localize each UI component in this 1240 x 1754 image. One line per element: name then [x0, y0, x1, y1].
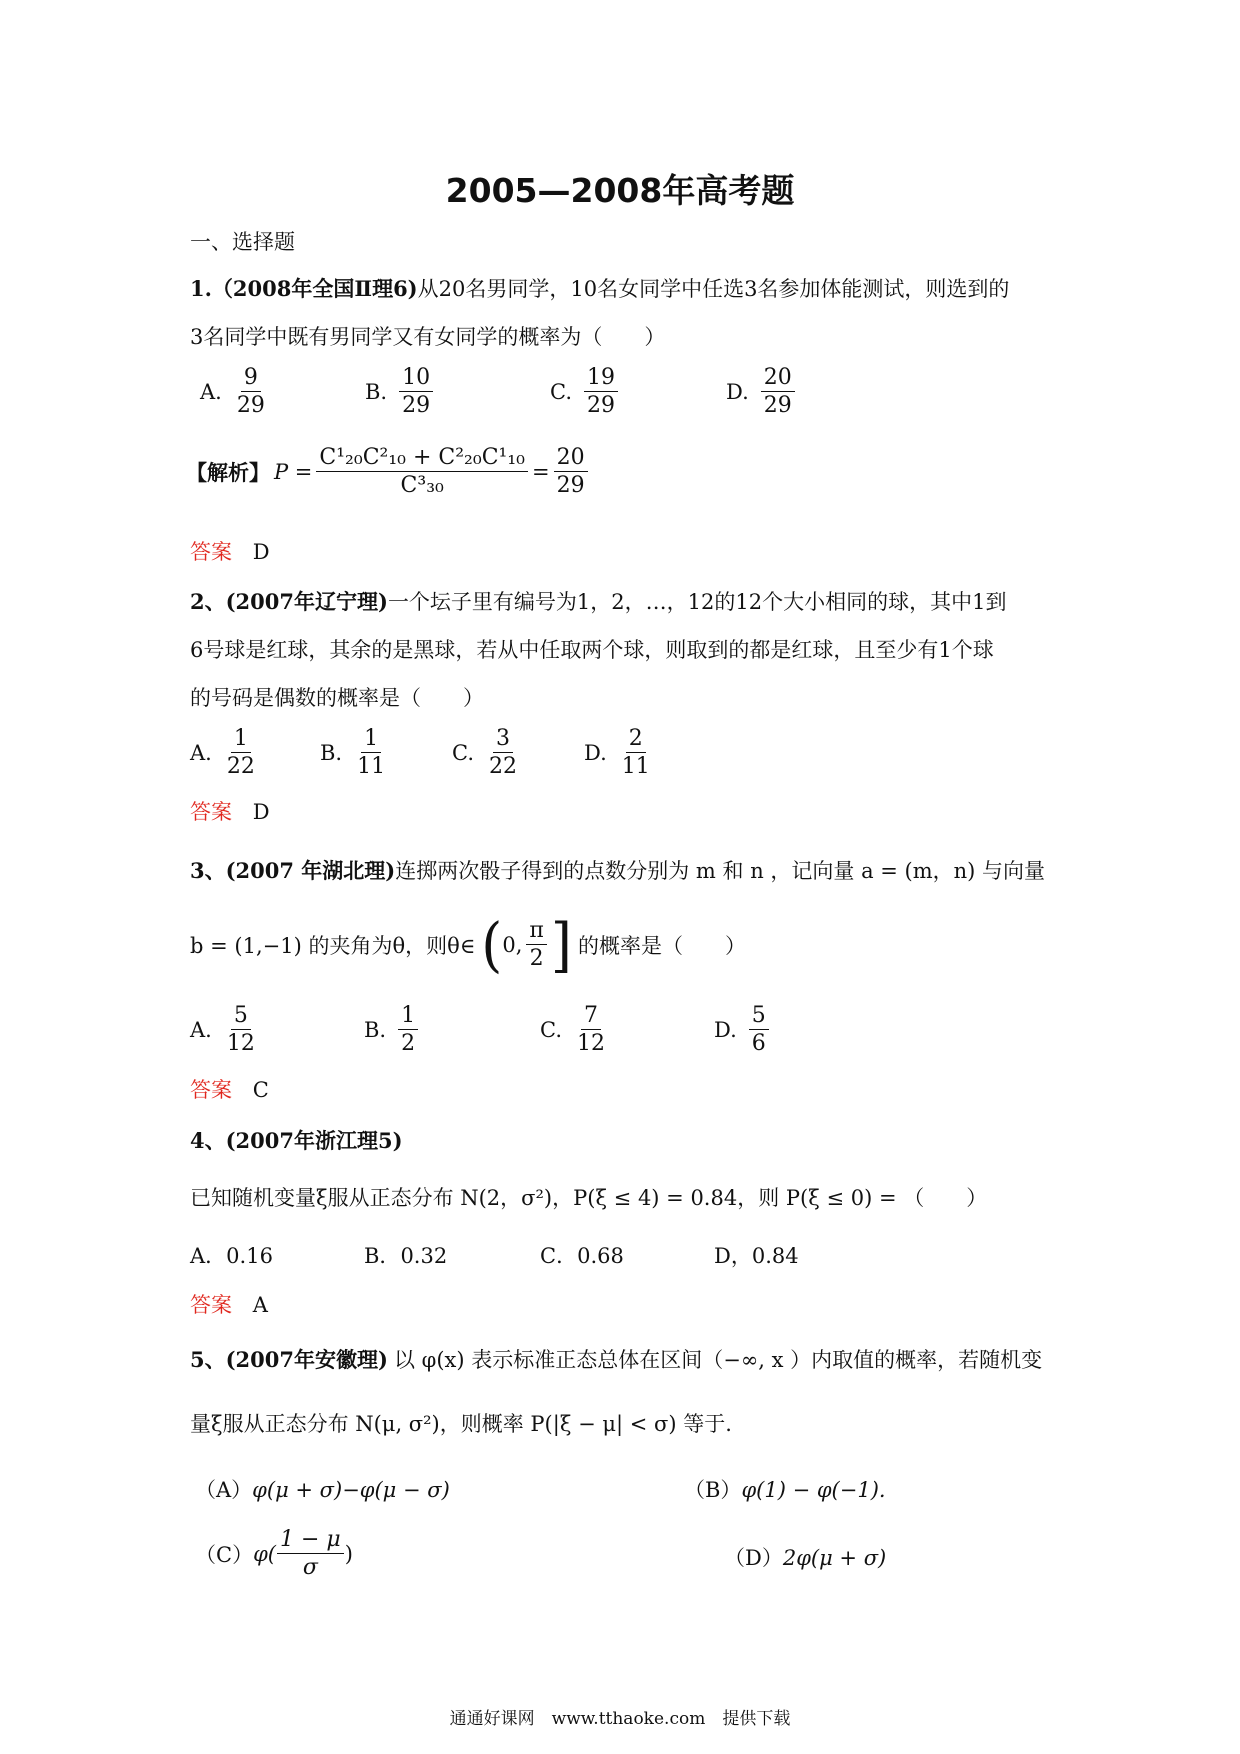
answer-value: D	[252, 800, 270, 824]
option-label: A.	[190, 741, 212, 766]
answer-value: D	[252, 540, 270, 564]
q5-option-b	[684, 1476, 886, 1504]
q2-text-line2: 6号球是红球，其余的是黑球，若从中任取两个球，则取到的都是红球，且至少有1个球	[190, 638, 994, 662]
option-numerator: 5	[231, 1004, 251, 1030]
option-value-prefix: φ(	[253, 1542, 276, 1567]
option-label: C.	[452, 741, 474, 766]
q2-option-a	[190, 727, 262, 779]
q1-option-d	[726, 366, 799, 418]
q1-analysis	[186, 446, 592, 498]
interval-denominator: 2	[529, 946, 544, 971]
option-label: D.	[726, 380, 749, 405]
q2-header: 2、(2007年辽宁理)	[190, 589, 388, 614]
q5-option-a	[195, 1476, 450, 1504]
option-denominator: 6	[751, 1031, 766, 1057]
option-label: C．	[540, 1244, 578, 1268]
q4-option-a	[190, 1242, 273, 1270]
q4-option-b	[364, 1242, 447, 1270]
option-denominator: 29	[763, 393, 792, 419]
option-numerator: 7	[581, 1004, 601, 1030]
option-value: 0.68	[577, 1244, 624, 1268]
option-denominator: 22	[226, 754, 255, 780]
answer-value: C	[252, 1078, 269, 1102]
analysis-numerator: C¹₂₀C²₁₀ + C²₂₀C¹₁₀	[316, 446, 528, 472]
option-value: 2φ(μ + σ)	[782, 1546, 887, 1570]
q1-option-b	[365, 366, 437, 418]
q4-answer	[190, 1291, 268, 1319]
q1-answer	[190, 538, 270, 566]
analysis-lhs: P =	[274, 460, 313, 485]
option-numerator: 10	[399, 366, 433, 392]
answer-label: 答案	[190, 1293, 232, 1317]
q5-text-line2: 量ξ服从正态分布 N(μ, σ²)，则概率 P(|ξ − μ| < σ) 等于.	[190, 1412, 732, 1436]
q2-text-line3: 的号码是偶数的概率是（ ）	[190, 686, 484, 710]
option-label: （C）	[195, 1543, 254, 1568]
q3-line2	[190, 909, 746, 980]
q2-text-line1: 一个坛子里有编号为1，2，…，12的12个大小相同的球，其中1到	[387, 590, 1007, 614]
option-value-suffix: )	[344, 1542, 353, 1567]
option-numerator: 1	[398, 1004, 418, 1030]
q4-option-d	[714, 1242, 799, 1270]
q2-option-b	[320, 727, 392, 779]
option-label: A.	[200, 380, 222, 405]
q1-text-line1: 从20名男同学，10名女同学中任选3名参加体能测试，则选到的	[417, 277, 1010, 301]
q3-answer	[190, 1076, 269, 1104]
option-label: A．	[190, 1244, 227, 1268]
option-value: φ(μ + σ)−φ(μ − σ)	[252, 1478, 450, 1502]
option-numerator: 5	[749, 1004, 769, 1030]
q3-line1	[190, 857, 1045, 885]
q3-option-d	[714, 1004, 773, 1056]
option-label: A.	[190, 1018, 212, 1043]
option-numerator: 19	[584, 366, 618, 392]
q1-line1	[190, 275, 1009, 303]
page-title: 2005—2008年高考题	[445, 171, 795, 210]
q3-text-line2a: b = (1,−1) 的夹角为θ，则θ∈	[190, 934, 476, 958]
option-label: C.	[540, 1018, 562, 1043]
option-value: 0.84	[751, 1244, 799, 1268]
option-label: B.	[320, 741, 343, 766]
option-numerator: 9	[241, 366, 261, 392]
interval-left-value: 0,	[502, 933, 523, 957]
interval-numerator: π	[526, 919, 546, 945]
q4-option-c	[540, 1242, 624, 1270]
answer-label: 答案	[190, 540, 232, 564]
q3-text-line1: 连掷两次骰子得到的点数分别为 m 和 n ，记向量 a = (m，n) 与向量	[395, 859, 1046, 883]
option-label: （A）	[195, 1478, 253, 1502]
q2-option-d	[584, 727, 657, 779]
option-denominator: 12	[226, 1031, 255, 1057]
analysis-result-numerator: 20	[554, 446, 588, 472]
q1-option-c	[550, 366, 622, 418]
option-numerator: 2	[626, 727, 646, 753]
option-denominator: 12	[577, 1031, 605, 1057]
option-label: C.	[550, 380, 572, 405]
option-label: B.	[365, 380, 388, 405]
option-numerator: 3	[493, 727, 513, 753]
q1-text-line2: 3名同学中既有男同学又有女同学的概率为（ ）	[190, 325, 666, 349]
section-heading: 一、选择题	[190, 230, 295, 254]
q2-option-c	[452, 727, 524, 779]
option-numerator: 1	[361, 727, 381, 753]
analysis-equals: =	[532, 460, 550, 485]
interval-right-bracket-icon: ]	[550, 909, 572, 980]
q3-header: 3、(2007 年湖北理)	[190, 858, 396, 883]
page-footer: 通通好课网 www.tthaoke.com 提供下载	[449, 1709, 791, 1729]
q4-text: 已知随机变量ξ服从正态分布 N(2，σ²)，P(ξ ≤ 4) = 0.84，则 P(ξ ≤ 0) = （ ）	[190, 1186, 988, 1210]
q3-text-line2b: 的概率是（ ）	[577, 934, 746, 958]
q3-option-b	[364, 1004, 422, 1056]
option-label: D.	[584, 741, 607, 766]
analysis-label: 【解析】	[186, 460, 270, 486]
option-label: D.	[714, 1018, 737, 1043]
q5-header: 5、(2007年安徽理)	[190, 1347, 388, 1372]
option-denominator: 11	[357, 754, 386, 780]
option-numerator: 20	[761, 366, 795, 392]
option-value: 0.16	[226, 1244, 273, 1268]
option-denominator: 29	[236, 393, 265, 419]
option-label: D，	[714, 1244, 752, 1268]
option-label: B．	[364, 1244, 401, 1268]
q3-option-a	[190, 1004, 262, 1056]
q5-option-d	[724, 1544, 886, 1572]
option-label: （B）	[684, 1478, 742, 1502]
analysis-denominator: C³₃₀	[400, 473, 444, 499]
option-denominator: 22	[489, 754, 517, 780]
option-label: （D）	[724, 1546, 783, 1570]
option-denominator: 2	[401, 1031, 416, 1057]
answer-label: 答案	[190, 800, 232, 824]
interval-left-paren-icon: (	[481, 909, 503, 980]
q2-line1	[190, 588, 1006, 616]
option-value: φ(1) − φ(−1).	[741, 1478, 886, 1502]
option-denominator: σ	[302, 1555, 318, 1581]
option-denominator: 11	[621, 754, 650, 780]
q5-line1	[190, 1346, 1042, 1374]
option-label: B.	[364, 1018, 387, 1043]
option-denominator: 29	[402, 393, 431, 419]
answer-value: A	[252, 1293, 268, 1317]
q3-option-c	[540, 1004, 612, 1056]
q5-option-c	[195, 1528, 353, 1580]
q1-option-a	[200, 366, 272, 418]
q5-text-line1: 以 φ(x) 表示标准正态总体在区间（−∞, x ）内取值的概率，若随机变	[393, 1348, 1043, 1372]
option-value: 0.32	[400, 1244, 448, 1268]
option-denominator: 29	[587, 393, 615, 419]
q1-header: 1.（2008年全国Ⅱ理6)	[190, 276, 418, 301]
answer-label: 答案	[190, 1078, 232, 1102]
q2-answer	[190, 798, 270, 826]
analysis-result-denominator: 29	[556, 473, 585, 499]
option-numerator: 1	[231, 727, 251, 753]
option-numerator: 1 − μ	[277, 1528, 344, 1554]
q4-header: 4、(2007年浙江理5)	[190, 1128, 403, 1153]
